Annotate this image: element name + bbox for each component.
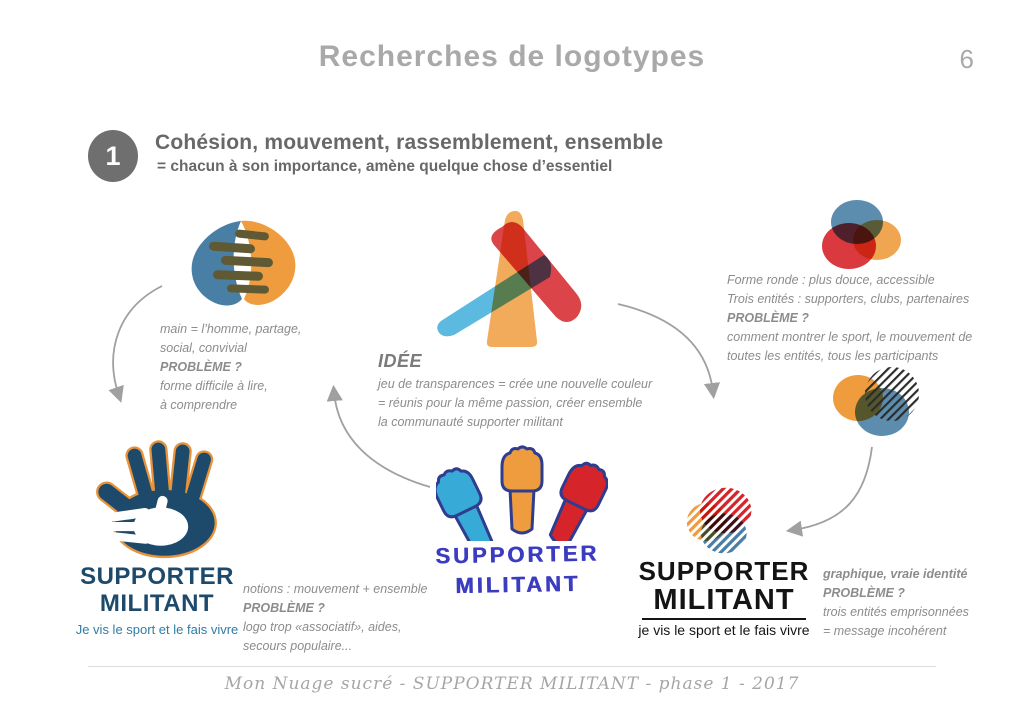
fists-logo-wordmark [424, 538, 610, 601]
note-line: logo trop «associatif», aides, [243, 620, 402, 634]
note-line: à comprendre [160, 398, 238, 412]
note-line: secours populaire... [243, 639, 353, 653]
note-line: = réunis pour la même passion, créer ensemble [378, 396, 643, 410]
note-line-probleme: PROBLÈME ? [160, 360, 242, 374]
hatched-logo-wordmark [638, 558, 810, 638]
note-line: = message incohérent [823, 624, 947, 638]
transparency-shapes-sketch-icon [428, 205, 598, 350]
note-line-probleme: PROBLÈME ? [727, 311, 809, 325]
footer-divider [88, 666, 936, 667]
fists-logo-name-line2: MILITANT [455, 570, 581, 599]
note-line-probleme: PROBLÈME ? [823, 586, 905, 600]
page-title: Recherches de logotypes [318, 40, 706, 73]
section-heading: Cohésion, mouvement, rassemblement, ensemble [155, 131, 664, 154]
idea-title: IDÉE [378, 351, 423, 371]
hatched-logo-name-line1: SUPPORTER [638, 556, 810, 586]
hand-logo-tagline: Je vis le sport et le fais vivre [75, 622, 239, 637]
note-line: main = l’homme, partage, [160, 322, 302, 336]
page-number: 6 [959, 44, 974, 74]
note-line: social, convivial [160, 341, 247, 355]
note-line: trois entités emprisonnées [823, 605, 969, 619]
note-line: notions : mouvement + ensemble [243, 582, 428, 596]
note-line: forme difficile à lire, [160, 379, 268, 393]
hand-logo-name-line1: SUPPORTER [80, 563, 234, 590]
note-circles [727, 271, 972, 366]
hand-logo-wordmark [72, 563, 242, 637]
note-line: la communauté supporter militant [378, 415, 563, 429]
note-hands-sketch [160, 320, 301, 415]
note-line: Forme ronde : plus douce, accessible [727, 273, 935, 287]
hatched-logo-name-line2: MILITANT [653, 584, 795, 616]
hand-in-hand-logo-icon [95, 440, 232, 562]
raised-fists-logo-icon [436, 443, 608, 541]
hand-logo-name-line2: MILITANT [99, 590, 215, 617]
hatched-globe-logo-icon [682, 484, 758, 560]
hatched-circles-sketch-icon [830, 366, 930, 442]
section-number: 1 [105, 140, 121, 171]
note-line: graphique, vraie identité [823, 567, 968, 581]
note-line-probleme: PROBLÈME ? [243, 601, 325, 615]
curved-arrow-left-down [113, 286, 162, 396]
note-line: toutes les entités, tous les participants [727, 349, 939, 363]
interlocked-hands-sketch-icon [183, 219, 305, 311]
note-idea [378, 351, 652, 432]
section-subheading: = chacun à son importance, amène quelque chose d’essentiel [157, 158, 613, 175]
wordmark-divider [642, 618, 806, 620]
hatched-logo-tagline: je vis le sport et le fais vivre [638, 622, 810, 638]
note-line: Trois entités : supporters, clubs, partenaires [727, 292, 970, 306]
footer-credit: Mon Nuage sucré - SUPPORTER MILITANT - phase 1 - 2017 [224, 674, 800, 694]
note-hatched-logo [823, 565, 969, 641]
note-hand-logo [243, 580, 427, 656]
curved-arrow-bottom-left [793, 447, 872, 530]
note-line: comment montrer le sport, le mouvement de [727, 330, 973, 344]
note-line: jeu de transparences = crée une nouvelle couleur [378, 377, 653, 391]
overlap-circles-sketch-icon [815, 198, 905, 272]
fists-logo-name-line1: SUPPORTER [435, 540, 600, 569]
